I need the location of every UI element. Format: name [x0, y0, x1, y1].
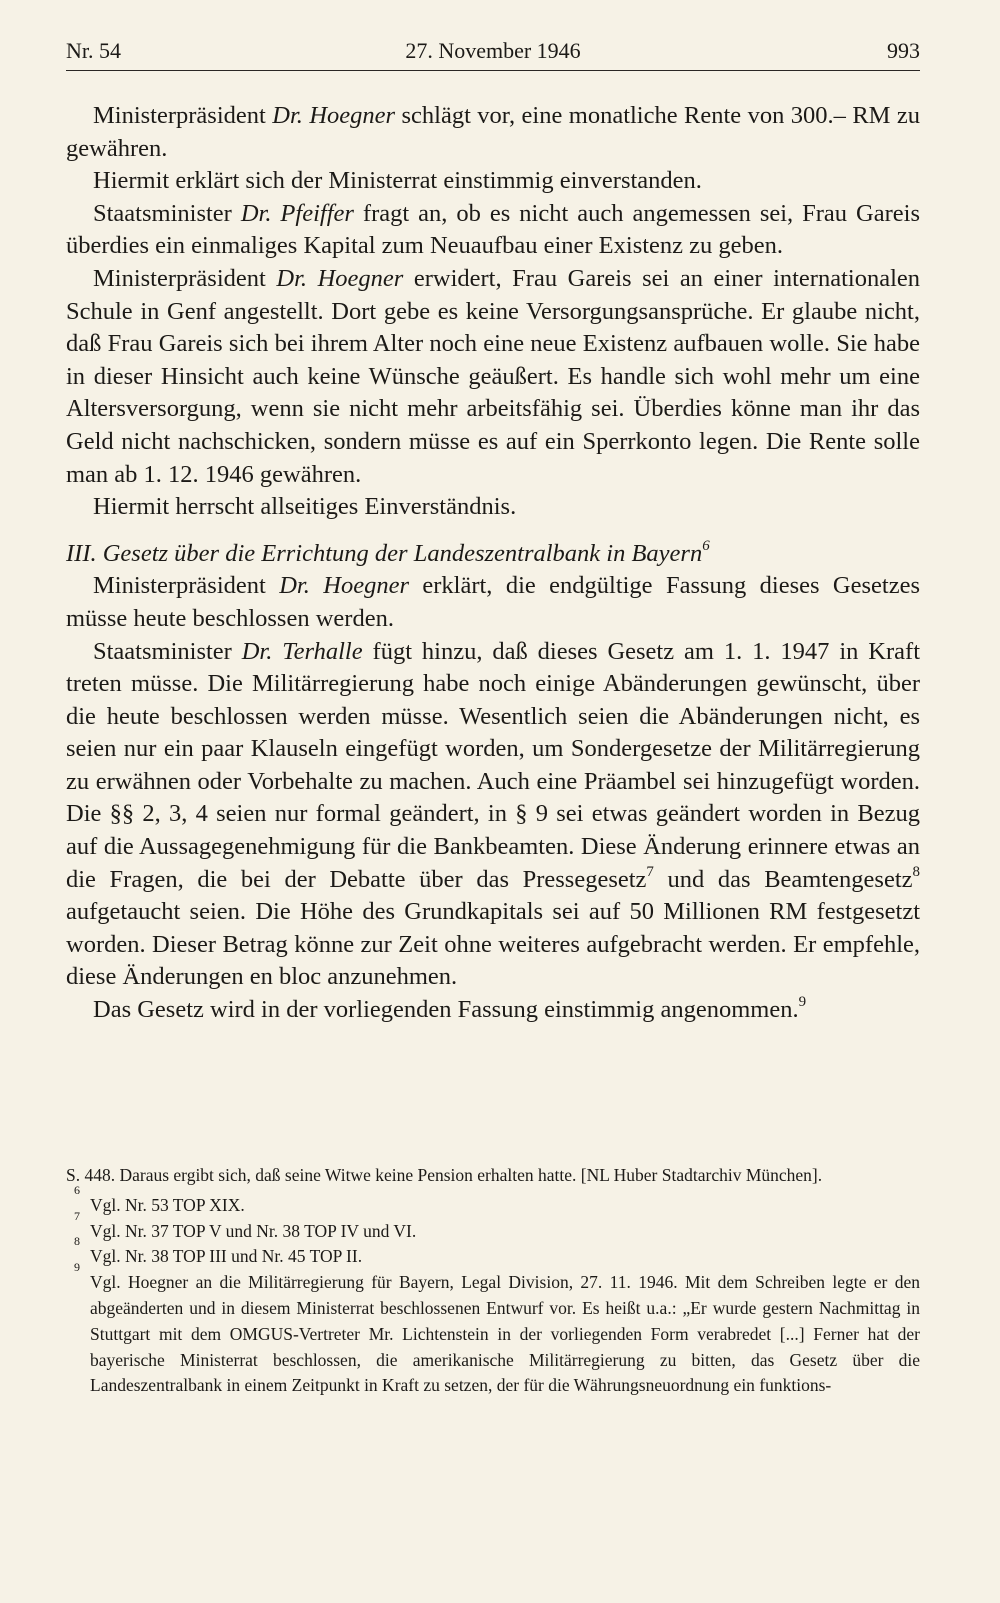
paragraph: Das Gesetz wird in der vorliegenden Fassung einstimmig angenommen.$^9$ — [93, 993, 807, 1024]
page-number: 993 — [887, 38, 920, 63]
footnote-text: Vgl. Hoegner an die Militärregierung für Bayern, Legal Division, 27. 11. 1946. Mit dem Schreiben legte er den abgeänderten und in diesem Ministerrat beschlossenen Entwurf vor. Es heißt u.a.: „Er wurde gestern Nachmittag in Stuttgart mit dem OMGUS-Vertreter Mr. Lichtenstein in der vorliegenden Form verabredet [...] Ferner hat der bayerische Ministerrat beschlossen, die amerikanische Militärregierung zu bitten, das Gesetz über die Landeszentralbank in einem Zeitpunkt in Kraft zu setzen, der für die Währungsneuordnung ein funktions- — [90, 1272, 920, 1396]
speaker-name: Dr. Hoegner — [272, 102, 396, 129]
footnote-number: 6 — [74, 1182, 80, 1197]
footnote-ref: 9 — [798, 993, 807, 1010]
issue-number: Nr. 54 — [66, 38, 121, 63]
paragraph: Hiermit herrscht allseitiges Einverständnis. — [93, 493, 517, 521]
footnote-number: 9 — [74, 1260, 80, 1275]
footnote — [66, 1234, 920, 1270]
paragraph: Ministerpräsident Dr. Hoegner erwidert, Frau Gareis sei an einer internationalen Schule in Genf angestellt. Dort gebe es keine Versorgungsansprüche. Er glaube nicht, daß Frau Gareis sich bei ihrem Alter noch eine neue Existenz aufbauen wolle. Sie habe in dieser Hinsicht auch keine Wünsche geäußert. Es handle sich wohl mehr um eine Altersversorgung, wenn sie nicht mehr arbeitsfähig sei. Überdies könne man ihr das Geld nicht nachschicken, sondern müsse es auf ein Sperrkonto legen. Die Rente solle man ab 1. 12. 1946 gewähren. — [66, 264, 921, 488]
footnotes — [66, 1163, 920, 1399]
speaker-name: Dr. Hoegner — [279, 572, 409, 600]
footnote-number: 8 — [74, 1234, 80, 1249]
main-text — [66, 100, 920, 1027]
header-date: 27. November 1946 — [405, 38, 581, 63]
footnote-text: Vgl. Nr. 53 TOP XIX. — [90, 1194, 245, 1215]
speaker-name: Dr. Pfeiffer — [240, 199, 354, 227]
paragraph: Ministerpräsident Dr. Hoegner schlägt vor, eine monatliche Rente von 300.– RM zu gewähren. — [66, 102, 920, 162]
paragraph: Staatsminister Dr. Pfeiffer fragt an, ob es nicht auch angemessen sei, Frau Gareis überdies ein einmaliges Kapital zum Neuaufbau einer Existenz zu geben. — [66, 199, 920, 260]
footnote — [66, 1208, 920, 1245]
section-heading: III. Gesetz über die Errichtung der Landeszentralbank in Bayern$^6$ — [66, 537, 710, 567]
paragraph: Ministerpräsident Dr. Hoegner erklärt, die endgültige Fassung dieses Gesetzes müsse heute beschlossen werden. — [66, 572, 920, 632]
footnote — [66, 1182, 920, 1219]
speaker-name: Dr. Hoegner — [276, 264, 404, 292]
footnote-ref: 7 — [646, 863, 654, 880]
speaker-name: Dr. Terhalle — [241, 637, 363, 665]
paragraph: Staatsminister Dr. Terhalle fügt hinzu, daß dieses Gesetz am 1. 1. 1947 in Kraft treten müsse. Die Militärregierung habe noch einige Abänderungen gewünscht, über die heute beschlossen werden müsse. Wesentlich seien die Abänderungen nicht, es seien nur ein paar Klauseln eingefügt worden, um Sondergesetze der Militärregierung zu erwähnen oder Vorbehalte zu machen. Auch eine Präambel sei hinzugefügt worden. Die §§ 2, 3, 4 seien nur formal geändert, in § 9 sei etwas geändert worden in Bezug auf die Aussagegenehmigung für die Bankbeamten. Diese Änderung erinnere etwas an die Fragen, die bei der Debatte über das Pressegesetz$^7$ und das Beamtengesetz$^8$ aufgetaucht seien. Die Höhe des Grundkapitals sei auf 50 Millionen RM festgesetzt worden. Dieser Betrag könne zur Zeit ohne weiteres aufgebracht werden. Er empfehle, diese Änderungen en bloc anzunehmen. — [66, 637, 921, 991]
page-header — [66, 32, 920, 71]
footnote-continuation: S. 448. Daraus ergibt sich, daß seine Witwe keine Pension erhalten hatte. [NL Huber Stadtarchiv München]. — [66, 1165, 823, 1185]
footnote-ref: 6 — [702, 537, 710, 554]
paragraph: Hiermit erklärt sich der Ministerrat einstimmig einverstanden. — [93, 167, 702, 195]
footnote-number: 7 — [74, 1208, 80, 1223]
footnote-ref: 8 — [912, 863, 920, 880]
footnote-text: Vgl. Nr. 37 TOP V und Nr. 38 TOP IV und VI. — [90, 1220, 417, 1241]
footnote — [66, 1260, 920, 1399]
footnote-text: Vgl. Nr. 38 TOP III und Nr. 45 TOP II. — [90, 1246, 363, 1267]
